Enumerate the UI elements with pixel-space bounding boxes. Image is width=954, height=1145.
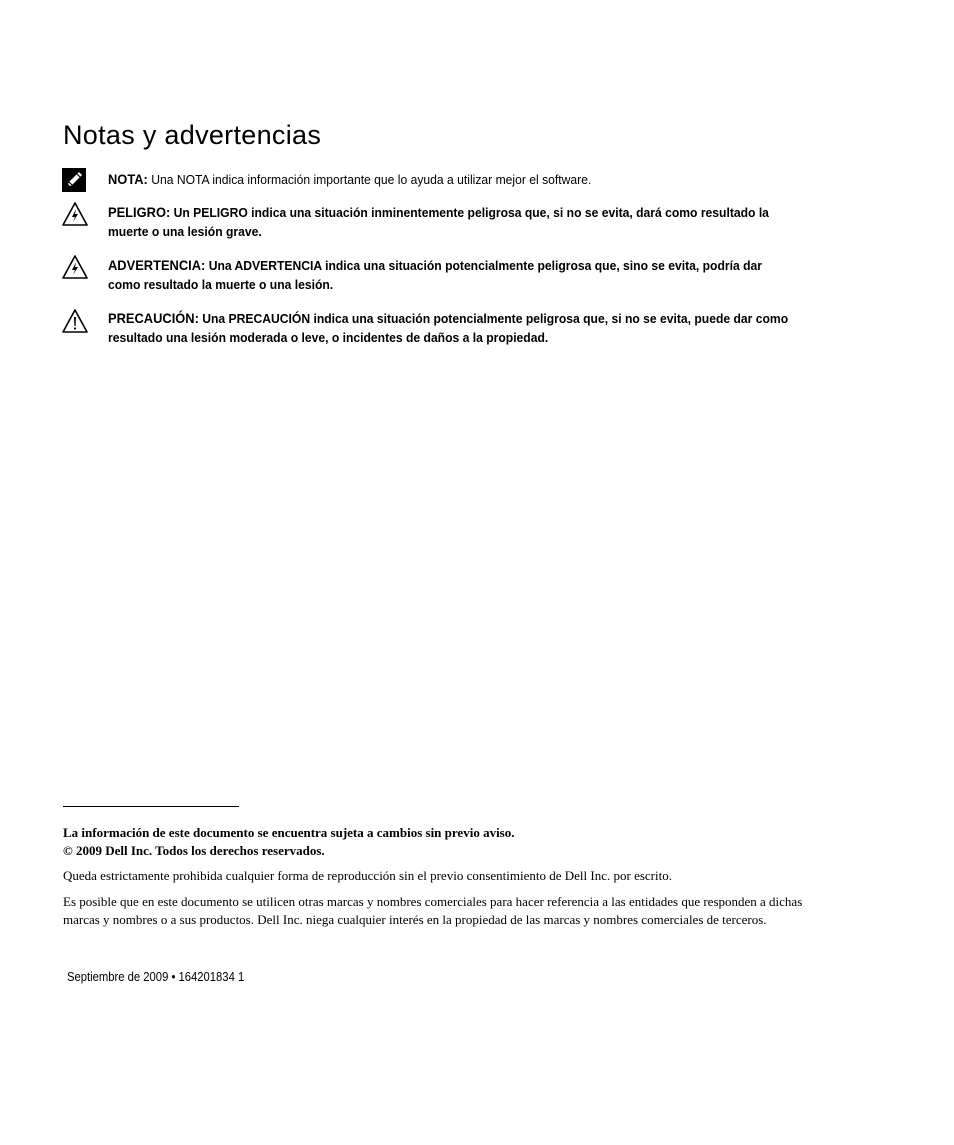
danger-text xyxy=(108,203,789,241)
danger-body: Un PELIGRO indica una situación inminentemente peligrosa que, si no se evita, dará como resultado la muerte o una lesión grave. xyxy=(108,205,769,239)
warning-label: ADVERTENCIA: xyxy=(108,257,206,273)
note-label: NOTA: xyxy=(108,171,148,187)
caution-body: Una PRECAUCIÓN indica una situación potencialmente peligrosa que, si no se evita, puede dar como resultado una lesión moderada o leve, o incidentes de daños a la propiedad. xyxy=(108,311,789,345)
warning-text xyxy=(108,256,789,294)
lightning-triangle-icon xyxy=(62,201,88,227)
reproduction-notice: Queda estrictamente prohibida cualquier forma de reproducción sin el previo consentimiento de Dell Inc. por escrito. xyxy=(63,868,672,883)
note-pencil-icon xyxy=(62,168,88,194)
exclamation-triangle-icon xyxy=(62,308,88,334)
lightning-triangle-icon xyxy=(62,254,88,280)
warning-body: Una ADVERTENCIA indica una situación potencialmente peligrosa que, sino se evita, podría dar como resultado la muerte o una lesión. xyxy=(108,258,762,292)
danger-label: PELIGRO: xyxy=(108,204,171,220)
note-body: Una NOTA indica información importante que lo ayuda a utilizar mejor el software. xyxy=(147,172,592,187)
caution-text xyxy=(108,309,789,347)
document-date-and-part-number: Septiembre de 2009 • 164201834 1 xyxy=(67,970,245,984)
change-notice: La información de este documento se encuentra sujeta a cambios sin previo aviso. xyxy=(63,825,515,840)
copyright-line: © 2009 Dell Inc. Todos los derechos reservados. xyxy=(63,843,325,858)
page-title: Notas y advertencias xyxy=(63,120,322,150)
footnote-divider xyxy=(63,806,239,807)
caution-label: PRECAUCIÓN: xyxy=(108,310,199,326)
note-text xyxy=(108,170,789,189)
trademark-notice: Es posible que en este documento se utilicen otras marcas y nombres comerciales para hacer referencia a las entidades que responden a dichas marcas y nombres o a sus productos. Dell Inc. niega cualquier interés en la propiedad de las marcas y nombres comerciales de terceros. xyxy=(63,894,803,927)
